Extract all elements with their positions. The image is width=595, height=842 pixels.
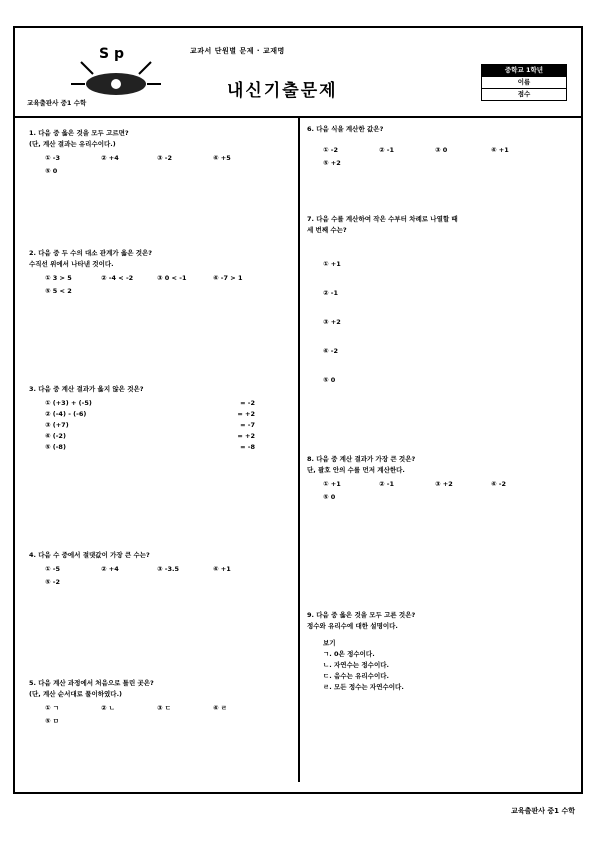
question-stem: 다음 식을 계산한 값은? <box>316 125 384 133</box>
question-stem: 다음 수를 계산하여 작은 수부터 차례로 나열할 때 세 번째 수는? <box>307 215 458 234</box>
option[interactable]: ③ -3.5 <box>157 565 179 573</box>
option[interactable]: ② ㄴ <box>101 704 116 712</box>
question-stem: 다음 계산 과정에서 처음으로 틀린 곳은? (단, 계산 순서대로 풀이하였다.) <box>29 679 154 698</box>
option[interactable]: ① +1 <box>323 480 341 488</box>
option[interactable]: ① ㄱ <box>45 704 60 712</box>
option[interactable]: ⑤ (-8) <box>45 443 66 451</box>
option[interactable]: ⑤ 5 < 2 <box>45 287 72 295</box>
option[interactable]: ⑤ -2 <box>45 578 60 586</box>
info-box <box>481 64 567 101</box>
question-number: 2. <box>29 249 36 257</box>
header <box>15 28 581 122</box>
option[interactable]: ① -3 <box>45 154 60 162</box>
option[interactable]: ⑤ +2 <box>323 159 341 167</box>
footer-text: 교육출판사 중1 수학 <box>511 807 575 815</box>
choice-box-title: 보기 <box>323 639 336 647</box>
option[interactable]: ② (-4) - (-6) <box>45 410 87 418</box>
question-1 <box>29 128 291 177</box>
option[interactable]: ② -1 <box>379 146 394 154</box>
option[interactable]: ② -4 < -2 <box>101 274 134 282</box>
question-stem: 다음 중 옳은 것을 모두 고른 것은? 정수와 유리수에 대한 설명이다. <box>307 611 416 630</box>
question-number: 8. <box>307 455 314 463</box>
info-name: 이름 <box>482 77 566 89</box>
option[interactable]: ③ +2 <box>435 480 453 488</box>
option[interactable]: ③ -2 <box>157 154 172 162</box>
question-number: 7. <box>307 215 314 223</box>
option[interactable]: ⑤ 0 <box>323 493 336 501</box>
question-number: 9. <box>307 611 314 619</box>
option-result: = -2 <box>240 399 255 407</box>
option[interactable]: ④ -2 <box>491 480 506 488</box>
option[interactable]: ② +4 <box>101 565 119 573</box>
column-divider <box>298 118 300 782</box>
option[interactable]: ① (+3) + (-5) <box>45 399 92 407</box>
question-3 <box>29 384 291 453</box>
option-result: = -8 <box>240 443 255 451</box>
question-7 <box>307 214 458 395</box>
choice-item: ㄹ. 모든 정수는 자연수이다. <box>323 683 404 691</box>
option[interactable]: ③ 0 < -1 <box>157 274 187 282</box>
question-number: 4. <box>29 551 36 559</box>
option[interactable]: ② -1 <box>379 480 394 488</box>
question-stem: 다음 중 옳은 것을 모두 고르면? (단, 계산 결과는 유리수이다.) <box>29 129 129 148</box>
question-2 <box>29 248 291 297</box>
question-number: 1. <box>29 129 36 137</box>
option[interactable]: ④ +1 <box>213 565 231 573</box>
choice-item: ㄴ. 자연수는 정수이다. <box>323 661 389 669</box>
option[interactable]: ③ (+7) <box>45 421 69 429</box>
option[interactable]: ④ +1 <box>491 146 509 154</box>
svg-text:S p: S p <box>99 46 124 62</box>
question-stem: 다음 중 계산 결과가 옳지 않은 것은? <box>38 385 144 393</box>
option[interactable]: ① 3 > 5 <box>45 274 72 282</box>
option[interactable]: ④ -2 <box>323 347 338 355</box>
question-5 <box>29 678 291 727</box>
publisher-label: 교육출판사 중1 수학 <box>27 99 87 107</box>
question-number: 3. <box>29 385 36 393</box>
page-title: 내신기출문제 <box>227 81 338 101</box>
option[interactable]: ① -2 <box>323 146 338 154</box>
option[interactable]: ④ -7 > 1 <box>213 274 243 282</box>
option-result: = +2 <box>237 432 255 440</box>
option[interactable]: ④ (-2) <box>45 432 66 440</box>
question-6 <box>307 124 569 169</box>
question-number: 5. <box>29 679 36 687</box>
option[interactable]: ② +4 <box>101 154 119 162</box>
option[interactable]: ⑤ ㅁ <box>45 717 60 725</box>
choice-item: ㄷ. 음수는 유리수이다. <box>323 672 389 680</box>
option[interactable]: ④ +5 <box>213 154 231 162</box>
option[interactable]: ③ ㄷ <box>157 704 172 712</box>
question-number: 6. <box>307 125 314 133</box>
option[interactable]: ② -1 <box>323 289 338 297</box>
option[interactable]: ③ +2 <box>323 318 341 326</box>
choice-item: ㄱ. 0은 정수이다. <box>323 650 375 658</box>
option[interactable]: ① -5 <box>45 565 60 573</box>
option-result: = +2 <box>237 410 255 418</box>
worksheet <box>13 26 583 794</box>
option[interactable]: ⑤ 0 <box>45 167 58 175</box>
option[interactable]: ① +1 <box>323 260 341 268</box>
question-9 <box>307 610 415 693</box>
question-stem: 다음 중 두 수의 대소 관계가 옳은 것은? 수직선 위에서 나타낸 것이다. <box>29 249 153 268</box>
header-topline: 교과서 단원별 문제 · 교재명 <box>190 47 285 55</box>
option[interactable]: ④ ㄹ <box>213 704 228 712</box>
option[interactable]: ③ 0 <box>435 146 448 154</box>
question-4 <box>29 550 291 588</box>
question-stem: 다음 중 계산 결과가 가장 큰 것은? 단, 괄호 안의 수를 먼저 계산한다. <box>307 455 416 474</box>
option-result: = -7 <box>240 421 255 429</box>
question-stem: 다음 수 중에서 절댓값이 가장 큰 수는? <box>38 551 150 559</box>
info-grade: 중학교 1학년 <box>482 65 566 77</box>
option[interactable]: ⑤ 0 <box>323 376 336 384</box>
info-score: 점수 <box>517 90 531 98</box>
question-8 <box>307 454 569 503</box>
